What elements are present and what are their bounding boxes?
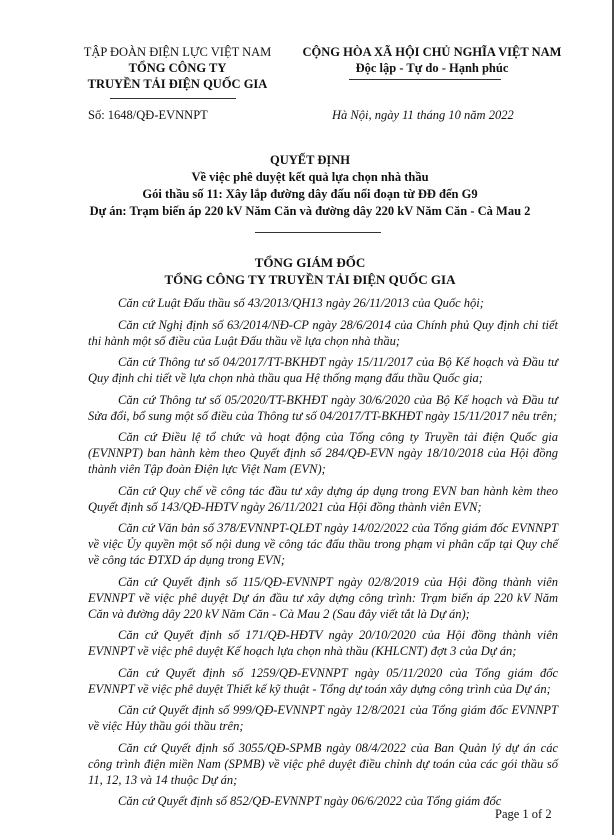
decision-title-block (60, 152, 560, 220)
issuer-header (60, 44, 295, 92)
national-header (282, 44, 582, 76)
legal-basis-item: Căn cứ Quyết định số 171/QĐ-HĐTV ngày 20/10/2020 của Hội đồng thành viên EVNNPT về việc phê duyệt Kế hoạch lựa chọn nhà thầu (KHLCNT) đợt 3 của Dự án; (88, 628, 558, 658)
legal-basis-item: Căn cứ Thông tư số 05/2020/TT-BKHĐT ngày 30/6/2020 của Bộ Kế hoạch và Đầu tư Sửa đổi, bổ sung một số điều của Thông tư số 04/2017/TT-BKHĐT ngày 15/11/2017 nêu trên; (88, 392, 558, 423)
title-underline (255, 232, 381, 233)
legal-basis-item: Căn cứ Quyết định số 115/QĐ-EVNNPT ngày 02/8/2019 của Hội đồng thành viên EVNNPT về việc phê duyệt Dự án đầu tư xây dựng công trình: Trạm biến áp 220 kV Năm Căn và đường dây 220 kV Năm Căn - Cà Mau 2 (Sau đây viết tắt là Dự án); (88, 574, 558, 621)
organization-name-line2: TRUYỀN TẢI ĐIỆN QUỐC GIA (87, 77, 268, 91)
legal-basis-item: Căn cứ Quyết định số 852/QĐ-EVNNPT ngày 06/6/2022 của Tổng giám đốc (118, 794, 502, 808)
legal-basis-item: Căn cứ Nghị định số 63/2014/NĐ-CP ngày 28/6/2014 của Chính phủ Quy định chi tiết thi hành một số điều của Luật Đấu thầu về lựa chọn nhà thầu; (88, 317, 558, 348)
legal-basis-section (88, 295, 558, 815)
document-number: Số: 1648/QĐ-EVNNPT (88, 108, 208, 122)
bid-package: Gói thầu số 11: Xây lắp đường dây đấu nối đoạn từ ĐĐ đến G9 (142, 187, 478, 201)
organization-name-line1: TỔNG CÔNG TY (128, 61, 227, 75)
page-number: Page 1 of 2 (495, 807, 552, 821)
legal-basis-item: Căn cứ Quyết định số 3055/QĐ-SPMB ngày 08/4/2022 của Ban Quản lý dự án các công trình điện miền Nam (SPMB) về việc phê duyệt điều chỉnh dự toán của các gói thầu số 11, 12, 13 và 14 thuộc Dự án; (88, 740, 558, 787)
motto-underline (349, 79, 501, 80)
issuing-authority (60, 254, 560, 288)
authority-organization: TỔNG CÔNG TY TRUYỀN TẢI ĐIỆN QUỐC GIA (164, 272, 456, 287)
decision-heading: QUYẾT ĐỊNH (270, 153, 350, 167)
legal-basis-item: Căn cứ Quyết định số 1259/QĐ-EVNNPT ngày 05/11/2020 của Tổng giám đốc EVNNPT về việc phê duyệt Thiết kế kỹ thuật - Tổng dự toán xây dựng công trình của Dự án; (88, 665, 558, 696)
legal-basis-item: Căn cứ Quyết định số 999/QĐ-EVNNPT ngày 12/8/2021 của Tổng giám đốc EVNNPT về việc Hủy thầu gói thầu trên; (88, 703, 558, 733)
legal-basis-item: Căn cứ Thông tư số 04/2017/TT-BKHĐT ngày 15/11/2017 của Bộ Kế hoạch và Đầu tư Quy định chi tiết về lựa chọn nhà thầu qua Hệ thống mạng đấu thầu Quốc gia; (88, 355, 558, 385)
country-name: CỘNG HÒA XÃ HỘI CHỦ NGHĨA VIỆT NAM (302, 45, 562, 59)
issuer-underline (110, 98, 236, 99)
legal-basis-item: Căn cứ Quy chế về công tác đầu tư xây dựng áp dụng trong EVN ban hành kèm theo Quyết định số 143/QĐ-HĐTV ngày 26/11/2021 của Hội đồng thành viên EVN; (88, 483, 558, 514)
legal-basis-item: Căn cứ Luật Đấu thầu số 43/2013/QH13 ngày 26/11/2013 của Quốc hội; (118, 296, 484, 310)
authority-title: TỔNG GIÁM ĐỐC (254, 255, 366, 270)
national-motto: Độc lập - Tự do - Hạnh phúc (355, 61, 509, 75)
legal-basis-item: Căn cứ Điều lệ tổ chức và hoạt động của Tổng công ty Truyền tải điện Quốc gia (EVNNPT) ban hành kèm theo Quyết định số 284/QĐ-EVN ngày 18/10/2018 của Hội đồng thành viên Tập đoàn Điện lực Việt Nam (EVN); (88, 430, 558, 476)
legal-basis-item: Căn cứ Văn bản số 378/EVNNPT-QLĐT ngày 14/02/2022 của Tổng giám đốc EVNNPT về việc Ủy quyền một số nội dung về công tác đấu thầu trong phạm vi phân cấp tại Quy chế về công tác ĐTXD áp dụng trong EVN; (88, 521, 558, 567)
place-and-date: Hà Nội, ngày 11 tháng 10 năm 2022 (332, 108, 514, 122)
decision-subject: Về việc phê duyệt kết quả lựa chọn nhà thầu (191, 170, 429, 184)
parent-organization: TẬP ĐOÀN ĐIỆN LỰC VIỆT NAM (83, 45, 272, 59)
project-name: Dự án: Trạm biến áp 220 kV Năm Căn và đường dây 220 kV Năm Căn - Cà Mau 2 (89, 204, 531, 218)
